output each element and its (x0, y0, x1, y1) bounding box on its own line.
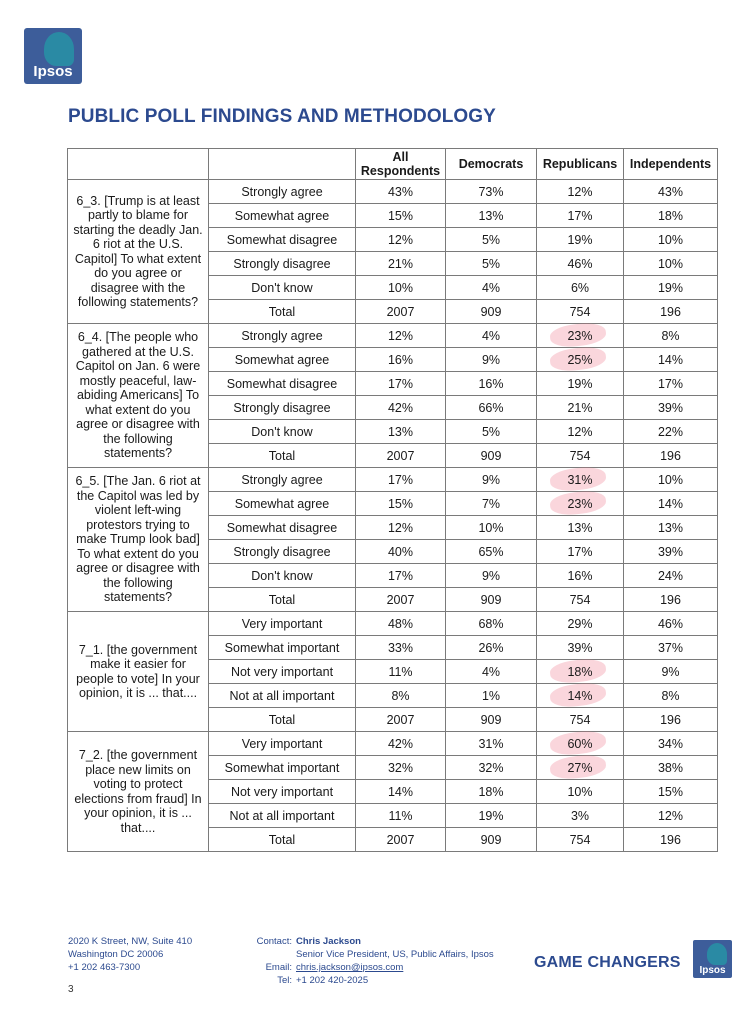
value-cell: 2007 (356, 444, 446, 468)
contact-block: Contact: Chris Jackson Senior Vice President, US, Public Affairs, Ipsos Email: chris.jackson@ipsos.com Tel: +1 202 420-2025 (256, 936, 494, 986)
value-cell: 16% (446, 372, 537, 396)
contact-phone: +1 202 420-2025 (296, 975, 369, 986)
response-label: Not very important (209, 660, 356, 684)
table-row (68, 612, 718, 636)
table-row (68, 732, 718, 756)
poll-results-table (67, 148, 718, 852)
ipsos-logo (24, 28, 82, 84)
question-cell: 6_4. [The people who gathered at the U.S. Capitol on Jan. 6 were mostly peaceful, law-abiding Americans] To what extent do you agree or disagree with the following statements? (68, 324, 209, 468)
value-cell: 39% (537, 636, 624, 660)
question-cell: 7_1. [the government make it easier for people to vote] In your opinion, it is ... that.... (68, 612, 209, 732)
value-cell: 31% (537, 468, 624, 492)
value-cell: 31% (446, 732, 537, 756)
value-cell: 196 (624, 300, 718, 324)
value-cell: 26% (446, 636, 537, 660)
response-label: Don't know (209, 564, 356, 588)
value-cell: 46% (537, 252, 624, 276)
value-cell: 32% (446, 756, 537, 780)
value-cell: 17% (624, 372, 718, 396)
column-header: Independents (624, 149, 718, 180)
value-cell: 909 (446, 588, 537, 612)
value-cell: 754 (537, 300, 624, 324)
response-label: Very important (209, 612, 356, 636)
value-cell: 66% (446, 396, 537, 420)
value-cell: 5% (446, 252, 537, 276)
value-cell: 21% (356, 252, 446, 276)
value-cell: 15% (624, 780, 718, 804)
value-cell: 12% (624, 804, 718, 828)
value-cell: 8% (624, 684, 718, 708)
response-label: Somewhat disagree (209, 228, 356, 252)
table-row (68, 468, 718, 492)
table-row (68, 324, 718, 348)
table-body (68, 180, 718, 852)
value-cell: 18% (624, 204, 718, 228)
value-cell: 68% (446, 612, 537, 636)
value-cell: 13% (537, 516, 624, 540)
response-label: Not at all important (209, 804, 356, 828)
value-cell: 32% (356, 756, 446, 780)
value-cell: 39% (624, 396, 718, 420)
value-cell: 13% (624, 516, 718, 540)
value-cell: 33% (356, 636, 446, 660)
column-header: Democrats (446, 149, 537, 180)
value-cell: 17% (356, 564, 446, 588)
head-silhouette-icon (707, 943, 727, 965)
value-cell: 16% (356, 348, 446, 372)
response-label: Strongly disagree (209, 540, 356, 564)
value-cell: 19% (537, 372, 624, 396)
value-cell: 9% (624, 660, 718, 684)
value-cell: 909 (446, 828, 537, 852)
contact-title: Senior Vice President, US, Public Affairs, Ipsos (296, 949, 494, 960)
value-cell: 43% (624, 180, 718, 204)
value-cell: 40% (356, 540, 446, 564)
response-label: Total (209, 444, 356, 468)
value-cell: 17% (537, 204, 624, 228)
table-header-row (68, 149, 718, 180)
value-cell: 19% (624, 276, 718, 300)
ipsos-logo-small: Ipsos (693, 940, 732, 978)
value-cell: 38% (624, 756, 718, 780)
response-label: Total (209, 300, 356, 324)
head-silhouette-icon (44, 32, 74, 66)
game-changers-tagline: GAME CHANGERS (534, 954, 681, 971)
value-cell: 13% (356, 420, 446, 444)
value-cell: 42% (356, 732, 446, 756)
value-cell: 10% (537, 780, 624, 804)
value-cell: 10% (446, 516, 537, 540)
page-title: PUBLIC POLL FINDINGS AND METHODOLOGY (68, 106, 496, 127)
value-cell: 5% (446, 420, 537, 444)
office-address: 2020 K Street, NW, Suite 410 Washington DC 20006 +1 202 463-7300 (68, 936, 193, 973)
value-cell: 3% (537, 804, 624, 828)
value-cell: 17% (356, 468, 446, 492)
value-cell: 18% (446, 780, 537, 804)
response-label: Total (209, 828, 356, 852)
value-cell: 196 (624, 588, 718, 612)
value-cell: 18% (537, 660, 624, 684)
page-number: 3 (68, 984, 74, 995)
value-cell: 2007 (356, 828, 446, 852)
response-label: Strongly agree (209, 324, 356, 348)
value-cell: 14% (624, 348, 718, 372)
value-cell: 11% (356, 660, 446, 684)
value-cell: 37% (624, 636, 718, 660)
value-cell: 27% (537, 756, 624, 780)
value-cell: 17% (537, 540, 624, 564)
value-cell: 9% (446, 468, 537, 492)
question-cell: 7_2. [the government place new limits on voting to protect elections from fraud] In your opinion, it is ... that.... (68, 732, 209, 852)
value-cell: 29% (537, 612, 624, 636)
value-cell: 34% (624, 732, 718, 756)
column-header: All Respondents (356, 149, 446, 180)
value-cell: 12% (356, 324, 446, 348)
value-cell: 754 (537, 444, 624, 468)
value-cell: 9% (446, 348, 537, 372)
response-label: Strongly disagree (209, 252, 356, 276)
value-cell: 9% (446, 564, 537, 588)
response-label: Somewhat important (209, 756, 356, 780)
value-cell: 42% (356, 396, 446, 420)
value-cell: 19% (537, 228, 624, 252)
response-label: Not at all important (209, 684, 356, 708)
value-cell: 12% (537, 180, 624, 204)
response-label: Somewhat agree (209, 204, 356, 228)
value-cell: 754 (537, 828, 624, 852)
value-cell: 25% (537, 348, 624, 372)
response-label: Very important (209, 732, 356, 756)
value-cell: 60% (537, 732, 624, 756)
response-label: Total (209, 588, 356, 612)
response-label: Total (209, 708, 356, 732)
value-cell: 22% (624, 420, 718, 444)
response-label: Somewhat important (209, 636, 356, 660)
value-cell: 14% (537, 684, 624, 708)
value-cell: 754 (537, 588, 624, 612)
value-cell: 11% (356, 804, 446, 828)
value-cell: 21% (537, 396, 624, 420)
contact-name: Chris Jackson (296, 936, 361, 947)
value-cell: 909 (446, 708, 537, 732)
value-cell: 7% (446, 492, 537, 516)
value-cell: 2007 (356, 708, 446, 732)
response-label: Don't know (209, 420, 356, 444)
value-cell: 2007 (356, 588, 446, 612)
response-label: Strongly disagree (209, 396, 356, 420)
value-cell: 10% (624, 468, 718, 492)
value-cell: 909 (446, 300, 537, 324)
value-cell: 17% (356, 372, 446, 396)
value-cell: 10% (624, 228, 718, 252)
value-cell: 14% (356, 780, 446, 804)
email-link[interactable]: chris.jackson@ipsos.com (296, 962, 404, 973)
value-cell: 12% (356, 228, 446, 252)
question-cell: 6_3. [Trump is at least partly to blame for starting the deadly Jan. 6 riot at the U.S. Capitol] To what extent do you agree or disagree with the following statements? (68, 180, 209, 324)
value-cell: 196 (624, 444, 718, 468)
value-cell: 39% (624, 540, 718, 564)
response-label: Somewhat disagree (209, 516, 356, 540)
response-label: Somewhat agree (209, 492, 356, 516)
value-cell: 2007 (356, 300, 446, 324)
response-label: Strongly agree (209, 468, 356, 492)
value-cell: 12% (537, 420, 624, 444)
column-header: Republicans (537, 149, 624, 180)
value-cell: 4% (446, 660, 537, 684)
value-cell: 15% (356, 204, 446, 228)
response-label: Strongly agree (209, 180, 356, 204)
value-cell: 10% (356, 276, 446, 300)
value-cell: 196 (624, 708, 718, 732)
response-label: Somewhat disagree (209, 372, 356, 396)
value-cell: 73% (446, 180, 537, 204)
value-cell: 4% (446, 324, 537, 348)
value-cell: 6% (537, 276, 624, 300)
value-cell: 1% (446, 684, 537, 708)
response-label: Somewhat agree (209, 348, 356, 372)
value-cell: 909 (446, 444, 537, 468)
value-cell: 46% (624, 612, 718, 636)
value-cell: 19% (446, 804, 537, 828)
value-cell: 5% (446, 228, 537, 252)
value-cell: 15% (356, 492, 446, 516)
response-label: Don't know (209, 276, 356, 300)
value-cell: 24% (624, 564, 718, 588)
value-cell: 13% (446, 204, 537, 228)
value-cell: 23% (537, 324, 624, 348)
value-cell: 65% (446, 540, 537, 564)
response-label: Not very important (209, 780, 356, 804)
value-cell: 23% (537, 492, 624, 516)
value-cell: 14% (624, 492, 718, 516)
value-cell: 16% (537, 564, 624, 588)
value-cell: 43% (356, 180, 446, 204)
value-cell: 8% (624, 324, 718, 348)
value-cell: 4% (446, 276, 537, 300)
value-cell: 10% (624, 252, 718, 276)
value-cell: 754 (537, 708, 624, 732)
value-cell: 12% (356, 516, 446, 540)
value-cell: 196 (624, 828, 718, 852)
value-cell: 48% (356, 612, 446, 636)
logo-wordmark: Ipsos (33, 63, 73, 80)
question-cell: 6_5. [The Jan. 6 riot at the Capitol was led by violent left-wing protestors trying to make Trump look bad] To what extent do you agree or disagree with the following statements? (68, 468, 209, 612)
table-row (68, 180, 718, 204)
value-cell: 8% (356, 684, 446, 708)
